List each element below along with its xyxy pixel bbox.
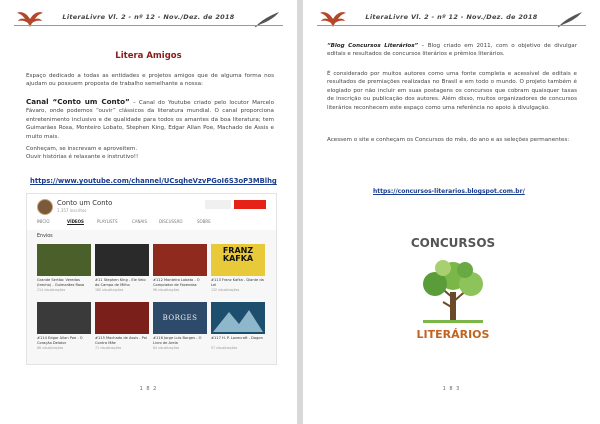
video-thumbnail[interactable] <box>211 302 265 334</box>
blog-description: – Blog criado em 2011, com o objetivo de divulgar editais e resultados de concursos literários e prêmios literários. <box>327 43 578 58</box>
closing-line-2: Ouvir histórias é relaxante e instrutivo!! <box>26 154 139 160</box>
video-meta: 132 visualizações <box>211 288 240 292</box>
page-number: 1 8 3 <box>442 386 461 392</box>
blog-name: “Blog Concursos Literários” <box>327 43 419 49</box>
header-rule <box>317 25 586 26</box>
video-title[interactable]: #113 Franz Kafka - Diante da Lei <box>211 278 264 287</box>
concursos-literarios-logo <box>373 228 533 348</box>
video-thumbnail[interactable] <box>95 244 149 276</box>
video-title[interactable]: Grande Sertão: Veredas (trecho) - Guimarães Rosa <box>37 278 85 287</box>
canal-paragraph <box>26 98 274 141</box>
tab-playlists[interactable]: PLAYLISTS <box>97 219 118 224</box>
header-text: LiteraLivre Vl. 2 - nº 12 - Nov./Dez. de 2018 <box>365 13 538 21</box>
closing-line-1: Conheçam, se inscrevam e aproveitem. <box>26 146 138 152</box>
video-title[interactable]: #112 Monteiro Lobato - O Comprador de Fazendas <box>153 278 200 287</box>
canal-name: Canal “Conto um Conto” <box>26 97 130 106</box>
right-page <box>303 0 600 424</box>
logo-text-bottom: LITERÁRIOS <box>416 328 490 341</box>
channel-name: Conto um Conto <box>57 199 113 207</box>
video-thumbnail[interactable] <box>211 244 265 276</box>
video-title[interactable]: #115 Machado de Assis - Pai Contra Mãe <box>95 336 147 345</box>
tab-sobre[interactable]: SOBRE <box>197 219 211 224</box>
tree-icon <box>415 258 491 326</box>
video-meta: 64 visualizações <box>153 346 180 350</box>
kafka-thumb-text: FRANZ KAFKA <box>222 246 254 263</box>
canal-description: – Canal do Youtube criado pelo locutor Marcelo Fávaro, onde podemos “ouvir” clássicos da literatura mundial. O canal proporciona entretenimento inclusivo e de qualidade para todos os amantes da boa literatura; tem Guimarães Rosa, Monteiro Lobato, Stephen King, Edgar Allan Poe, Machado de Assis e muito mais. <box>26 100 275 140</box>
video-meta: 180 visualizações <box>95 288 124 292</box>
customize-button[interactable] <box>205 200 231 209</box>
channel-tabs <box>37 219 267 229</box>
borges-thumb-text: BORGES <box>162 314 198 322</box>
video-thumbnail[interactable] <box>37 302 91 334</box>
video-thumbnail[interactable] <box>153 302 207 334</box>
video-title[interactable]: #116 Jorge Luis Borges - O Livro de Areia <box>153 336 202 345</box>
left-page <box>0 0 297 424</box>
page-title: Litera Amigos <box>115 51 182 61</box>
header-rule <box>14 25 283 26</box>
video-meta: 71 visualizações <box>95 346 122 350</box>
youtube-channel-header <box>27 194 276 230</box>
call-to-action-paragraph: Acessem o site e conheçam os Concursos do mês, do ano e as seleções permanentes: <box>327 137 570 143</box>
header-text: LiteraLivre Vl. 2 - nº 12 - Nov./Dez. de 2018 <box>62 13 235 21</box>
video-meta: 57 visualizações <box>211 346 238 350</box>
page-number: 1 8 2 <box>139 386 158 392</box>
uploads-section-title: Envios <box>37 234 53 239</box>
video-title[interactable]: #11 Stephen King - Ele Veio do Campo de Milho <box>95 278 146 287</box>
tab-canais[interactable]: CANAIS <box>132 219 147 224</box>
video-thumbnail[interactable] <box>37 244 91 276</box>
blog-reputation-paragraph: É considerado por muitos autores como uma fonte completa e acessível de editais e resultados de premiações realizadas no Brasil e em todo o mundo. O projeto também é elogiado por não incluir em suas postagens os concursos que cobram quaisquer taxas de inscrição ou publicação dos autores. Além disso, muitos organizadores de concursos literários reconhecem este espaço como uma referência no apoio à divulgação. <box>327 71 577 111</box>
video-title[interactable]: #114 Edgar Allan Poe - O Coração Delator <box>37 336 83 345</box>
tab-videos[interactable]: VÍDEOS <box>67 219 84 224</box>
blog-paragraph <box>327 42 577 59</box>
video-meta: 96 visualizações <box>153 288 180 292</box>
mountain-icon <box>211 302 265 334</box>
blog-link[interactable]: https://concursos-literarios.blogspot.com.br/ <box>373 188 525 195</box>
video-title[interactable]: #117 H. P. Lovecraft - Dagon <box>211 336 263 340</box>
youtube-channel-link[interactable]: https://www.youtube.com/channel/UCsqheVzvPGoI6S3oP3MBlhg <box>30 177 277 185</box>
video-thumbnail[interactable] <box>153 244 207 276</box>
video-thumbnail[interactable] <box>95 302 149 334</box>
intro-paragraph: Espaço dedicado a todas as entidades e projetos amigos que de alguma forma nos ajudam ou possuem proposta de trabalho semelhante a nossa: <box>26 73 274 88</box>
video-meta: 214 visualizações <box>37 288 66 292</box>
subscriber-count: 1.357 inscritos <box>57 208 87 213</box>
youtube-screenshot <box>26 193 277 365</box>
video-meta: 88 visualizações <box>37 346 64 350</box>
tab-inicio[interactable]: INÍCIO <box>37 219 50 224</box>
tab-discussao[interactable]: DISCUSSÃO <box>159 219 183 224</box>
subscribe-button[interactable] <box>234 200 266 209</box>
channel-avatar <box>37 199 53 215</box>
logo-text-top: CONCURSOS <box>410 236 496 250</box>
